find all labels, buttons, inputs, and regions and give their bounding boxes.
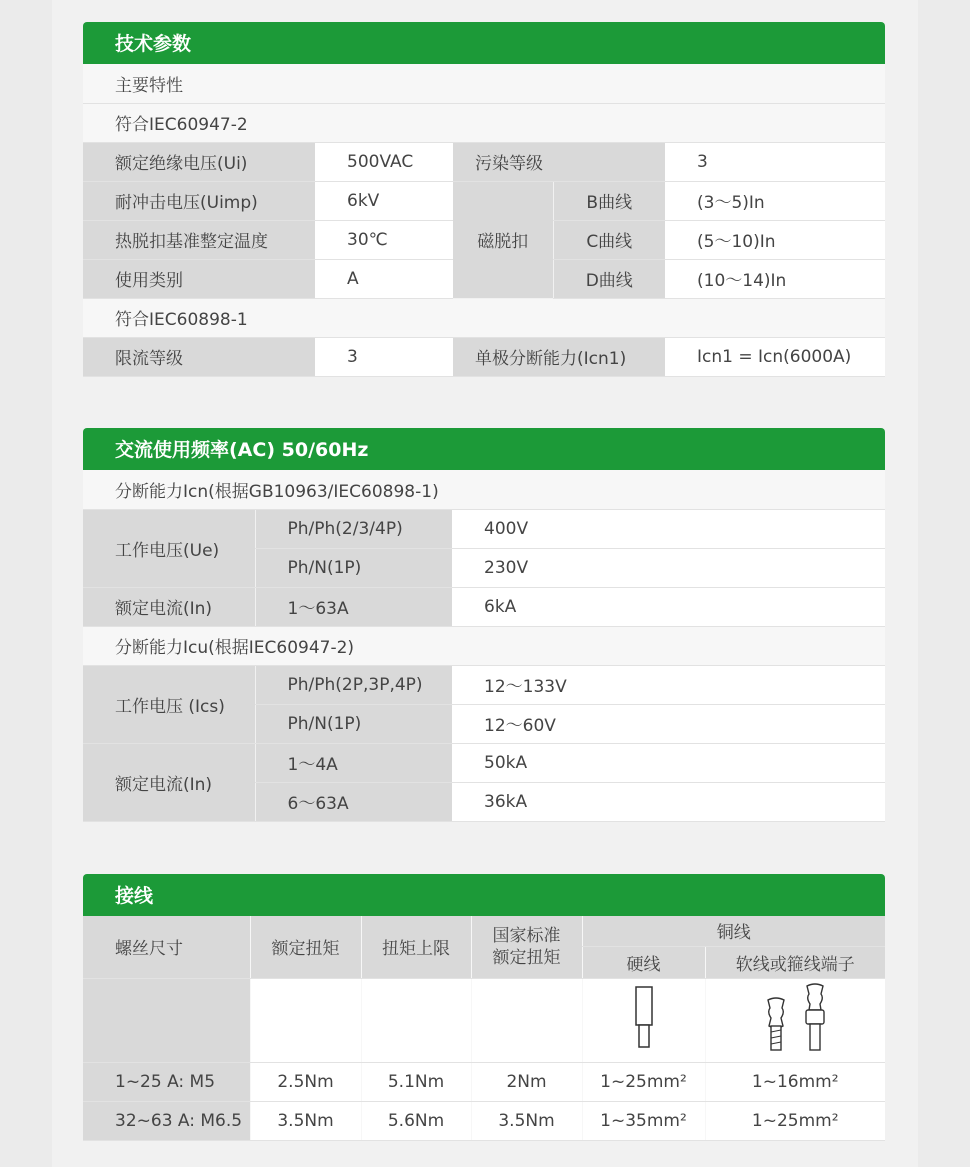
ac-breaking-table (83, 470, 885, 822)
wiring-section (83, 874, 885, 1141)
category-value: A (315, 259, 453, 298)
hard-wire-header: 硬线 (582, 946, 705, 978)
c-curve-value: (5～10)In (665, 220, 885, 259)
national-torque-header (471, 916, 582, 978)
stranded-wire-icon (763, 982, 789, 1059)
ac-frequency-section (83, 428, 885, 822)
icn-voltage-label: 工作电压(Ue) (83, 509, 255, 587)
wiring-row-0 (83, 1062, 885, 1101)
icu-range1-label: 1～4A (255, 743, 452, 782)
standard-iec60947-row: 符合IEC60947-2 (83, 103, 885, 142)
torque-limit-header: 扭矩上限 (361, 916, 471, 978)
single-pole-label: 单极分断能力(Icn1) (453, 337, 665, 376)
impulse-voltage-value: 6kV (315, 181, 453, 220)
page (52, 0, 918, 1167)
national-torque-line2: 额定扭矩 (492, 947, 561, 968)
icn-ph-n-value: 230V (452, 548, 885, 587)
national-torque-cell: 2Nm (471, 1062, 582, 1101)
hard-wire-cell: 1~25mm² (582, 1062, 705, 1101)
thermal-temp-label: 热脱扣基准整定温度 (83, 220, 315, 259)
soft-wire-image-cell (705, 978, 885, 1062)
torque-cell: 3.5Nm (250, 1101, 361, 1140)
pollution-label: 污染等级 (453, 142, 665, 181)
wiring-table (83, 916, 885, 1141)
d-curve-value: (10～14)In (665, 259, 885, 298)
torque-max-cell: 5.6Nm (361, 1101, 471, 1140)
b-curve-label: B曲线 (553, 181, 665, 220)
impulse-voltage-label: 耐冲击电压(Uimp) (83, 181, 315, 220)
standard-iec60898-row: 符合IEC60898-1 (83, 298, 885, 337)
national-torque-line1: 国家标准 (492, 925, 561, 946)
b-curve-value: (3～5)In (665, 181, 885, 220)
icn-current-range: 1～63A (255, 587, 452, 626)
icu-ph-ph-label: Ph/Ph(2P,3P,4P) (255, 665, 452, 704)
rigid-wire-icon (632, 985, 656, 1056)
soft-wire-cell: 1~25mm² (705, 1101, 885, 1140)
image-row-cell (250, 978, 361, 1062)
limit-class-value: 3 (315, 337, 453, 376)
copper-wire-header: 铜线 (582, 916, 885, 946)
screw-size-cell: 1~25 A: M5 (83, 1062, 250, 1101)
insulation-voltage-value: 500VAC (315, 142, 453, 181)
icn-ph-ph-value: 400V (452, 509, 885, 548)
screw-size-cell: 32~63 A: M6.5 (83, 1101, 250, 1140)
ferrule-wire-icon (802, 982, 828, 1059)
icn-current-value: 6kA (452, 587, 885, 626)
icu-ph-n-label: Ph/N(1P) (255, 704, 452, 743)
icu-title-row: 分断能力Icu(根据IEC60947-2) (83, 626, 885, 665)
hard-wire-cell: 1~35mm² (582, 1101, 705, 1140)
tech-params-section (83, 22, 885, 377)
soft-wire-header: 软线或箍线端子 (705, 946, 885, 978)
icu-range2-label: 6～63A (255, 782, 452, 821)
magnetic-trip-label: 磁脱扣 (453, 181, 553, 298)
ac-frequency-header: 交流使用频率(AC) 50/60Hz (83, 428, 885, 470)
soft-wire-cell: 1~16mm² (705, 1062, 885, 1101)
image-row-blank (83, 978, 250, 1062)
icu-ph-ph-value: 12～133V (452, 665, 885, 704)
torque-max-cell: 5.1Nm (361, 1062, 471, 1101)
thermal-temp-value: 30℃ (315, 220, 453, 259)
wiring-row-1 (83, 1101, 885, 1140)
icu-voltage-label: 工作电压 (Ics) (83, 665, 255, 743)
c-curve-label: C曲线 (553, 220, 665, 259)
pollution-value: 3 (665, 142, 885, 181)
icu-current-label: 额定电流(In) (83, 743, 255, 821)
screw-size-header: 螺丝尺寸 (83, 916, 250, 978)
wiring-header: 接线 (83, 874, 885, 916)
icn-ph-ph-label: Ph/Ph(2/3/4P) (255, 509, 452, 548)
image-row-cell (471, 978, 582, 1062)
icu-ph-n-value: 12～60V (452, 704, 885, 743)
single-pole-value: Icn1 = Icn(6000A) (665, 337, 885, 376)
icn-title-row: 分断能力Icn(根据GB10963/IEC60898-1) (83, 470, 885, 509)
main-features-row: 主要特性 (83, 64, 885, 103)
image-row-cell (361, 978, 471, 1062)
insulation-voltage-label: 额定绝缘电压(Ui) (83, 142, 315, 181)
rated-torque-header: 额定扭矩 (250, 916, 361, 978)
icn-current-label: 额定电流(In) (83, 587, 255, 626)
tech-params-table (83, 64, 885, 377)
d-curve-label: D曲线 (553, 259, 665, 298)
tech-params-header: 技术参数 (83, 22, 885, 64)
icu-range1-value: 50kA (452, 743, 885, 782)
icu-range2-value: 36kA (452, 782, 885, 821)
national-torque-cell: 3.5Nm (471, 1101, 582, 1140)
hard-wire-image-cell (582, 978, 705, 1062)
limit-class-label: 限流等级 (83, 337, 315, 376)
icn-ph-n-label: Ph/N(1P) (255, 548, 452, 587)
category-label: 使用类别 (83, 259, 315, 298)
torque-cell: 2.5Nm (250, 1062, 361, 1101)
